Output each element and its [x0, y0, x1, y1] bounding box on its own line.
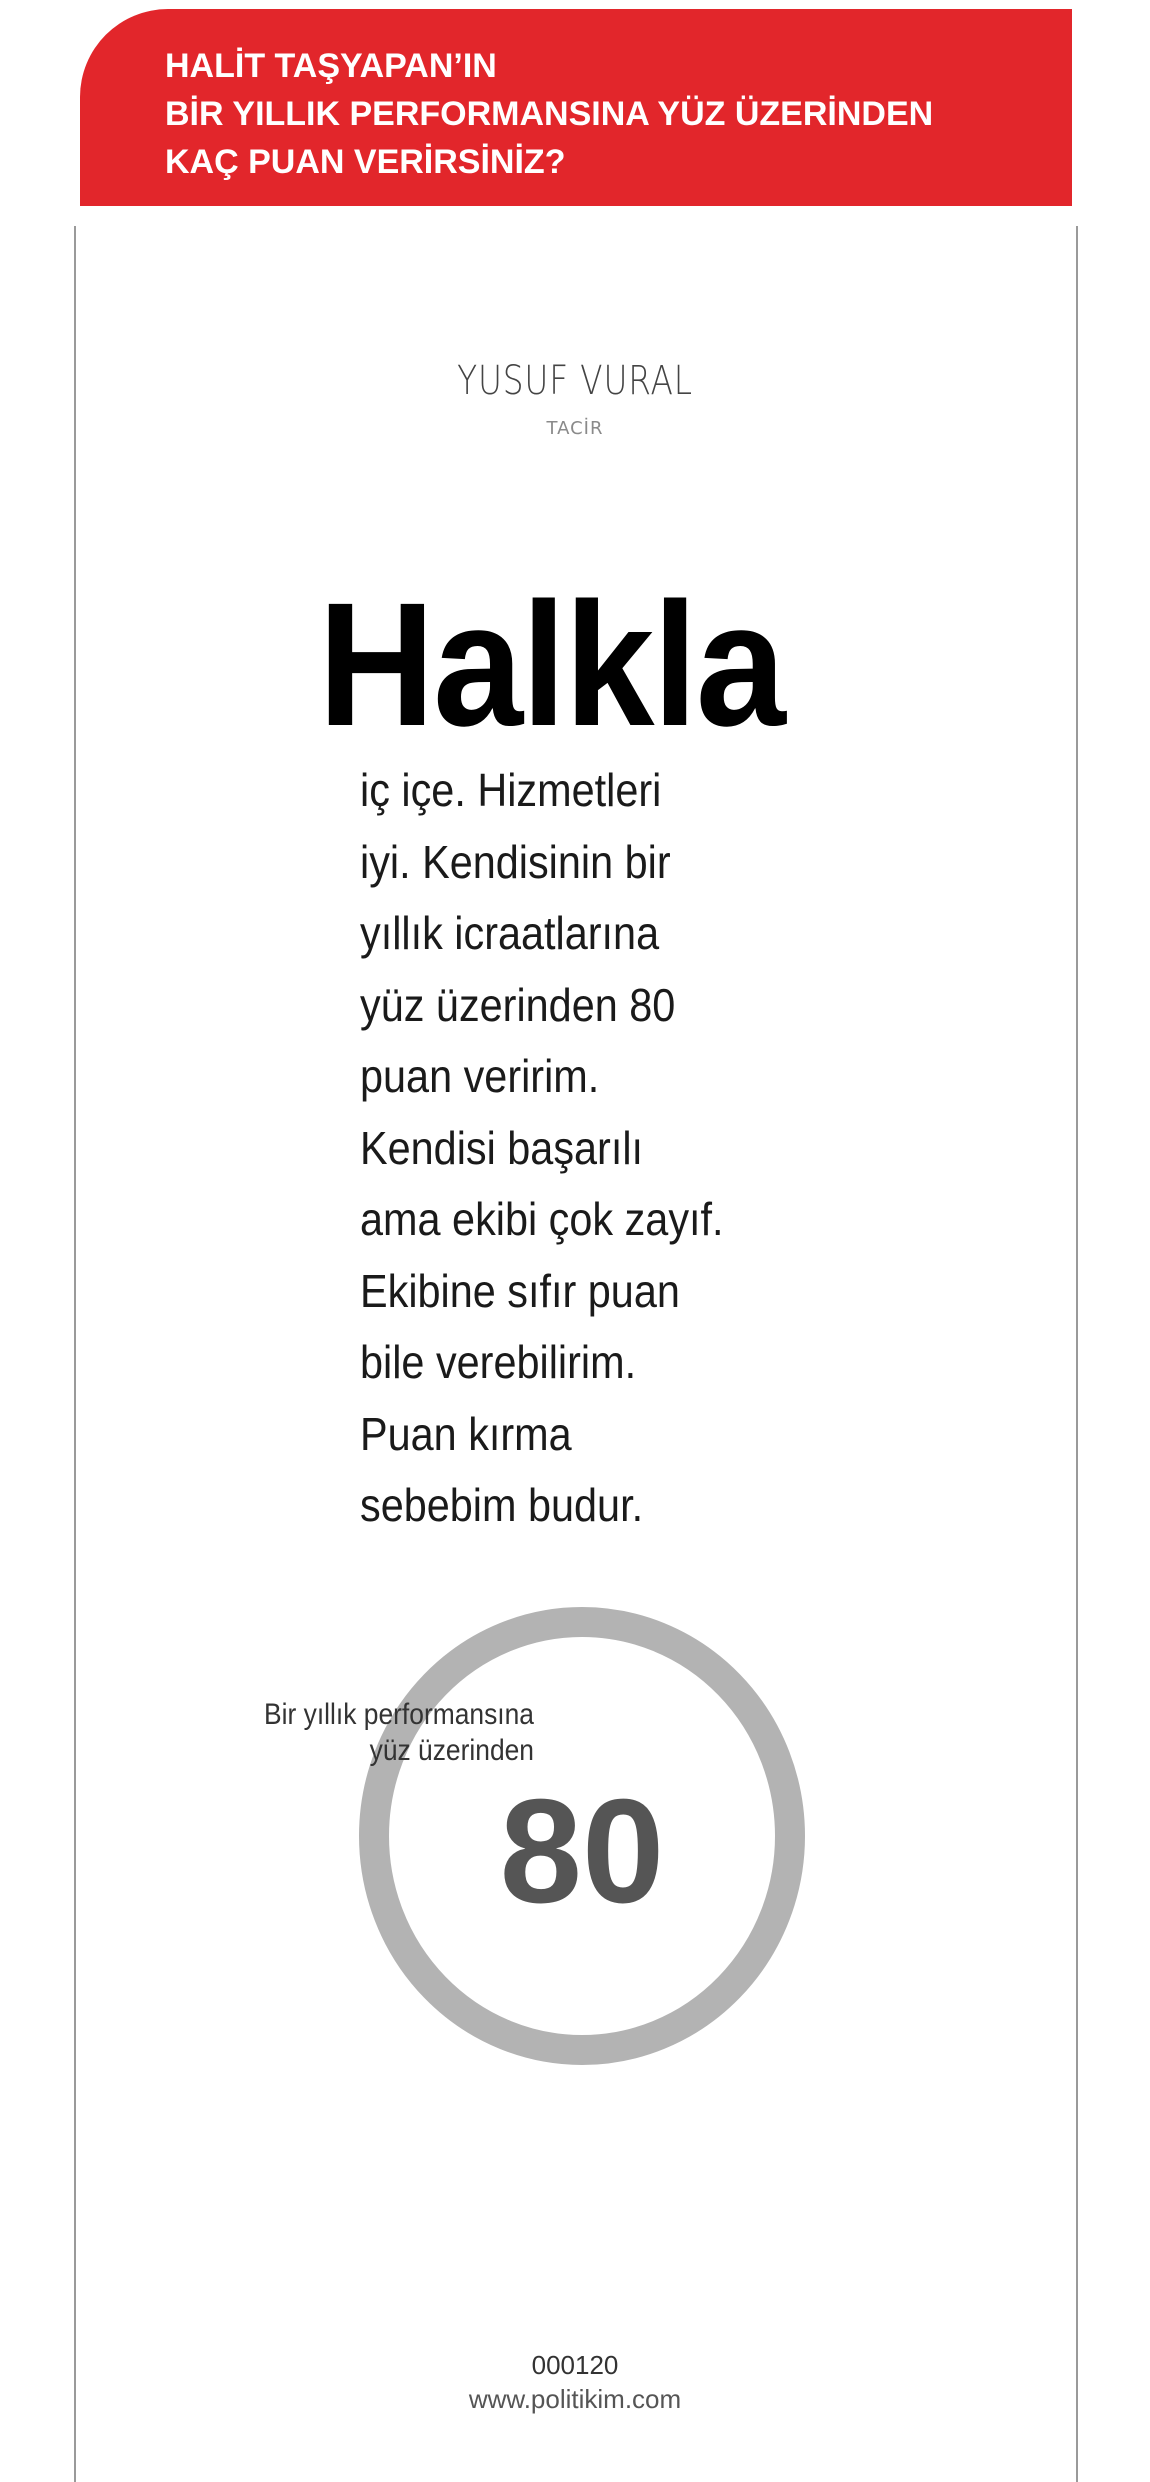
footer-url-link[interactable]: www.politikim.com — [468, 2384, 682, 2414]
footer-code: 000120 — [531, 2350, 619, 2380]
quote-line: yüz üzerinden 80 — [360, 978, 676, 1031]
question-banner — [80, 9, 1072, 206]
quote-line: bile verebilirim. — [360, 1336, 637, 1388]
score-label-line-1: Bir yıllık performansına — [264, 1698, 534, 1731]
person-name: YUSUF VURAL — [457, 358, 693, 404]
quote-line: yıllık icraatlarına — [360, 907, 660, 959]
quote-line: ama ekibi çok zayıf. — [360, 1193, 724, 1245]
quote-line: sebebim budur. — [360, 1479, 644, 1531]
score-value: 80 — [499, 1769, 665, 1934]
score-label-line-2: yüz üzerinden — [369, 1734, 534, 1767]
score-label — [200, 1697, 534, 1769]
right-border-rule — [1076, 226, 1078, 2482]
quote-line: Kendisi başarılı — [360, 1121, 644, 1174]
quote-line: puan veririm. — [360, 1050, 600, 1102]
quote-line: Puan kırma — [360, 1407, 572, 1460]
left-border-rule — [74, 226, 76, 2482]
person-title: TACİR — [546, 418, 604, 439]
quote-body — [360, 755, 920, 1542]
quote-line: iç içe. Hizmetleri — [360, 764, 662, 816]
banner-line-3: KAÇ PUAN VERİRSİNİZ? — [165, 143, 566, 181]
banner-line-2: BİR YILLIK PERFORMANSINA YÜZ ÜZERİNDEN — [165, 95, 934, 133]
quote-line: Ekibine sıfır puan — [360, 1264, 680, 1317]
quote-line: iyi. Kendisinin bir — [360, 835, 671, 888]
banner-line-1: HALİT TAŞYAPAN’IN — [165, 47, 497, 85]
quote-headline: Halkla — [318, 567, 785, 763]
